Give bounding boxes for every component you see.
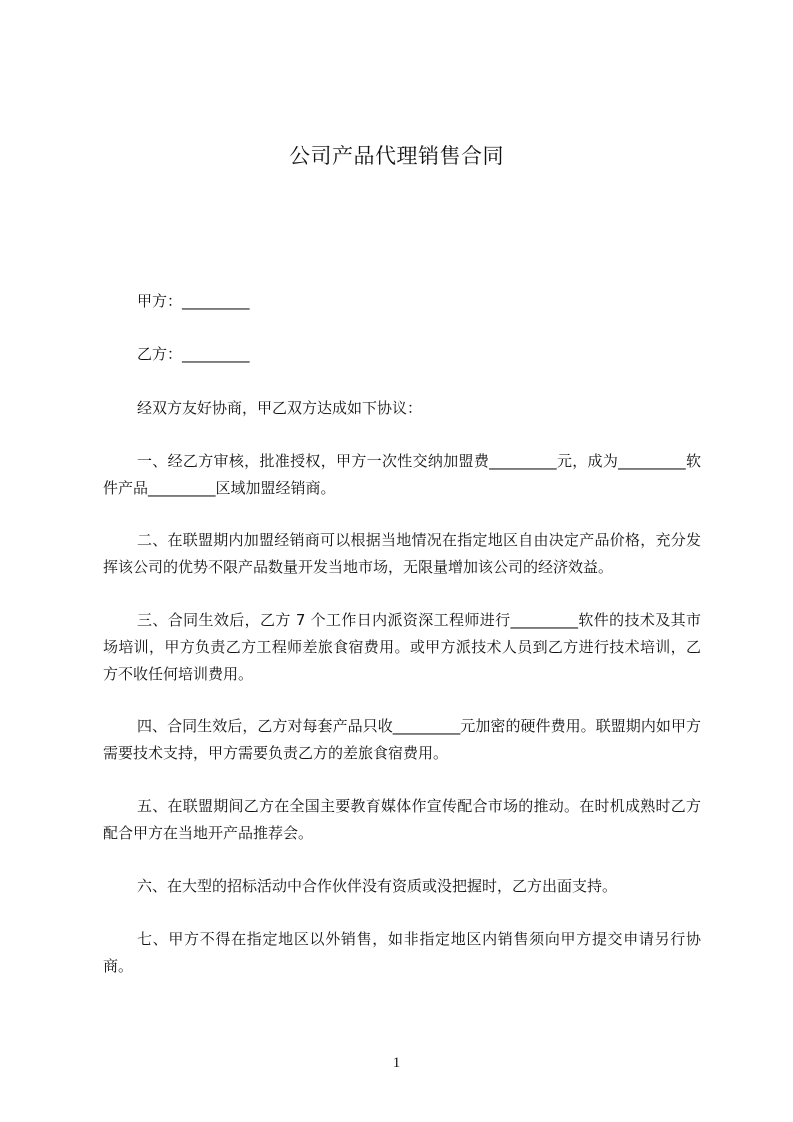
- clause-5: 五、在联盟期间乙方在全国主要教育媒体作宣传配合市场的推动。在时机成熟时乙方配合甲方在当地开产品推荐会。: [103, 797, 701, 842]
- clause-4: 四、合同生效后，乙方对每套产品只收_________元加密的硬件费用。联盟期内如甲方需要技术支持，甲方需要负责乙方的差旅食宿费用。: [103, 717, 701, 762]
- page-number: 1: [392, 1055, 401, 1071]
- intro-paragraph: 经双方友好协商，甲乙双方达成如下协议：: [137, 399, 423, 417]
- document-title: 公司产品代理销售合同: [289, 144, 504, 168]
- clause-7: 七、甲方不得在指定地区以外销售，如非指定地区内销售须向甲方提交申请另行协商。: [103, 930, 701, 975]
- party-b-line: 乙方：_________: [137, 345, 250, 363]
- clause-3: 三、合同生效后，乙方 7 个工作日内派资深工程师进行_________软件的技术及其市场培训，甲方负责乙方工程师差旅食宿费用。或甲方派技术人员到乙方进行技术培训，乙方不收任何培训费用。: [103, 611, 701, 683]
- party-a-line: 甲方：_________: [137, 292, 250, 310]
- clause-6: 六、在大型的招标活动中合作伙伴没有资质或没把握时，乙方出面支持。: [137, 877, 618, 895]
- clause-2: 二、在联盟期内加盟经销商可以根据当地情况在指定地区自由决定产品价格，充分发挥该公司的优势不限产品数量开发当地市场，无限量增加该公司的经济效益。: [103, 531, 701, 576]
- clause-1: 一、经乙方审核，批准授权，甲方一次性交纳加盟费_________元，成为_________软件产品_________区域加盟经销商。: [103, 452, 701, 497]
